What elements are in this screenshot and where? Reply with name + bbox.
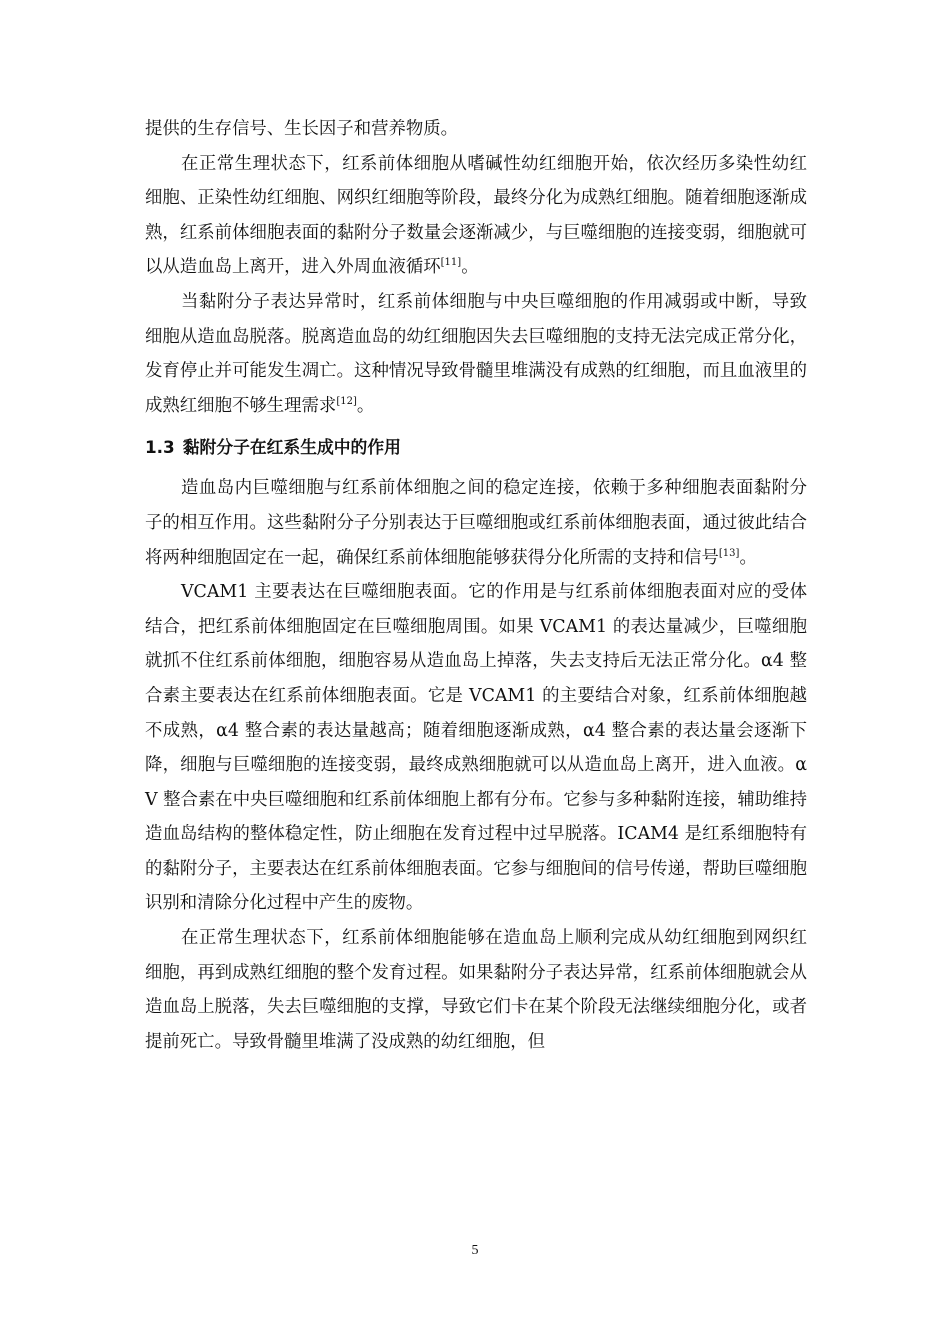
paragraph [145, 921, 807, 1059]
citation-ref: [13] [718, 547, 740, 559]
page-number: 5 [471, 1243, 479, 1258]
paragraph [145, 285, 807, 423]
page-content [145, 112, 807, 1059]
citation-ref: [11] [440, 257, 462, 269]
paragraph-continuation [145, 112, 807, 147]
section-heading [145, 423, 807, 471]
citation-ref: [12] [336, 395, 357, 407]
paragraph [145, 471, 807, 575]
paragraph-end: 。 [739, 547, 757, 568]
section-title: 黏附分子在红系生成中的作用 [182, 437, 401, 458]
paragraph-text: 在正常生理状态下，红系前体细胞能够在造血岛上顺利完成从幼红细胞到网织红细胞，再到成熟红细胞的整个发育过程。如果黏附分子表达异常，红系前体细胞就会从造血岛上脱落，失去巨噬细胞的支撑，导致它们卡在某个阶段无法继续细胞分化，或者提前死亡。导致骨髓里堆满了没成熟的幼红细胞，但 [145, 928, 807, 1052]
paragraph-text: 当黏附分子表达异常时，红系前体细胞与中央巨噬细胞的作用减弱或中断，导致细胞从造血岛脱落。脱离造血岛的幼红细胞因失去巨噬细胞的支持无法完成正常分化，发育停止并可能发生凋亡。这种情况导致骨髓里堆满没有成熟的红细胞，而且血液里的成熟红细胞不够生理需求 [145, 291, 807, 416]
paragraph [145, 575, 807, 921]
paragraph-text: 在正常生理状态下，红系前体细胞从嗜碱性幼红细胞开始，依次经历多染性幼红细胞、正染性幼红细胞、网织红细胞等阶段，最终分化为成熟红细胞。随着细胞逐渐成熟，红系前体细胞表面的黏附分子数量会逐渐减少，与巨噬细胞的连接变弱，细胞就可以从造血岛上离开，进入外周血液循环 [145, 153, 807, 278]
paragraph-text: VCAM1 主要表达在巨噬细胞表面。它的作用是与红系前体细胞表面对应的受体结合，把红系前体细胞固定在巨噬细胞周围。如果 VCAM1 的表达量减少，巨噬细胞就抓不住红系前体细胞，细胞容易从造血岛上掉落，失去支持后无法正常分化。α4 整合素主要表达在红系前体细胞表面。它是 VCAM1 的主要结合对象，红系前体细胞越不成熟，α4 整合素的表达量越高；随着细胞逐渐成熟，α4 整合素的表达量会逐渐下降，细胞与巨噬细胞的连接变弱，最终成熟细胞就可以从造血岛上离开，进入血液。αV 整合素在中央巨噬细胞和红系前体细胞上都有分布。它参与多种黏附连接，辅助维持造血岛结构的整体稳定性，防止细胞在发育过程中过早脱落。ICAM4 是红系细胞特有的黏附分子，主要表达在红系前体细胞表面。它参与细胞间的信号传递，帮助巨噬细胞识别和清除分化过程中产生的废物。 [145, 582, 807, 914]
paragraph-end: 。 [461, 257, 479, 278]
paragraph-text: 造血岛内巨噬细胞与红系前体细胞之间的稳定连接，依赖于多种细胞表面黏附分子的相互作用。这些黏附分子分别表达于巨噬细胞或红系前体细胞表面，通过彼此结合将两种细胞固定在一起，确保红系前体细胞能够获得分化所需的支持和信号 [145, 478, 807, 568]
section-number: 1.3 [145, 437, 175, 458]
paragraph-end: 。 [356, 395, 375, 416]
paragraph-text: 提供的生存信号、生长因子和营养物质。 [145, 119, 459, 139]
paragraph [145, 147, 807, 285]
